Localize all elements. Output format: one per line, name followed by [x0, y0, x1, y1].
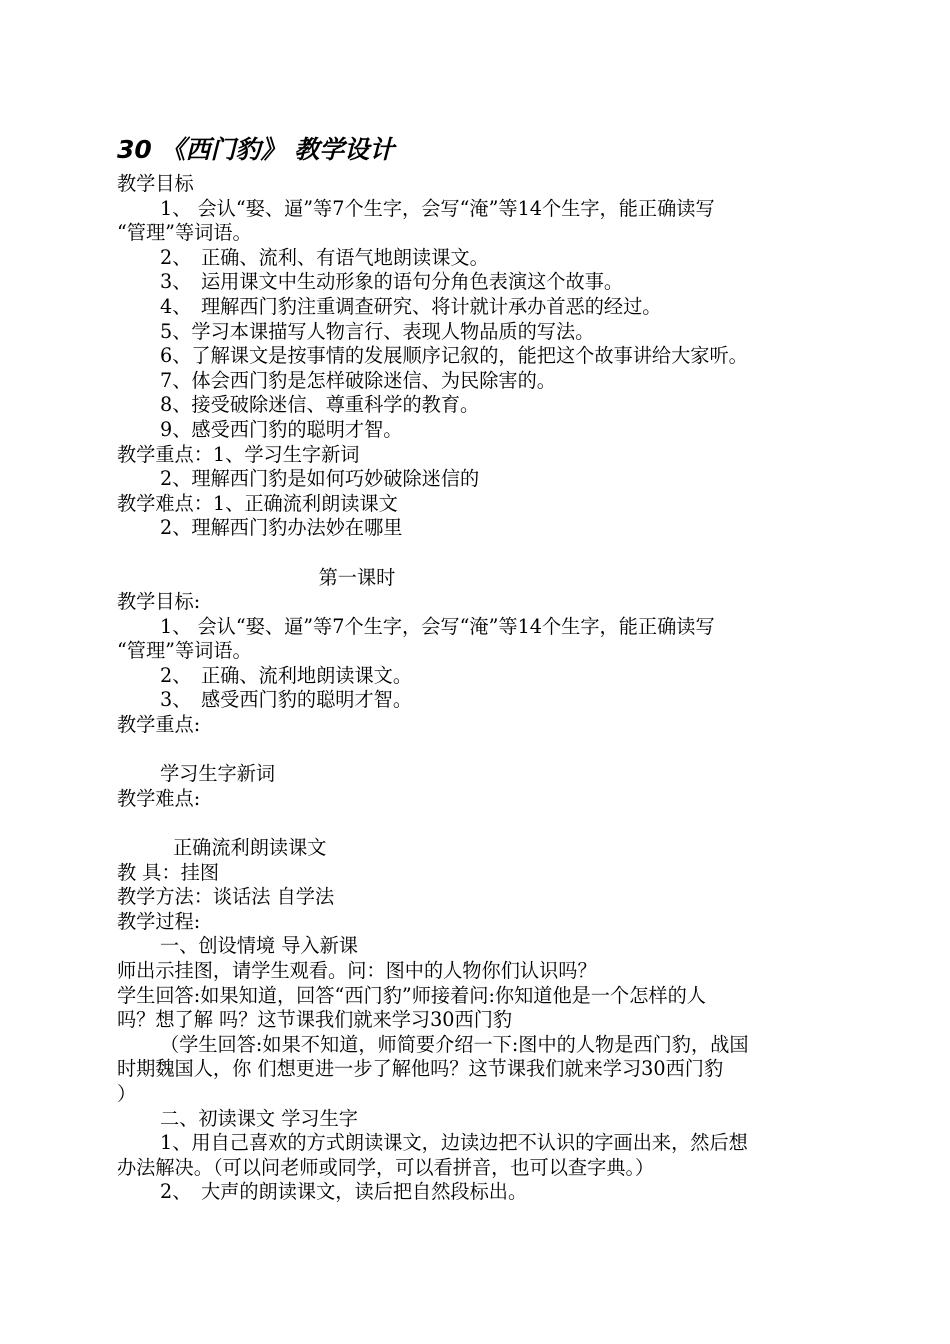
text-line: 二、初读课文 学习生字	[160, 1106, 358, 1130]
text-line: 教学重点:	[117, 713, 201, 737]
text-line: 3、 运用课文中生动形象的语句分角色表演这个故事。	[160, 270, 624, 294]
text-line: （学生回答:如果不知道，师简要介绍一下:图中的人物是西门豹，战国	[160, 1032, 749, 1056]
text-line: 6、了解课文是按事情的发展顺序记叙的，能把这个故事讲给大家听。	[160, 344, 748, 368]
text-line: 8、接受破除迷信、尊重科学的教育。	[160, 393, 480, 417]
text-line: 2、理解西门豹是如何巧妙破除迷信的	[160, 467, 480, 491]
text-line: 2、 正确、流利地朗读课文。	[160, 663, 413, 687]
document-title: 30 《西门豹》 教学设计	[117, 135, 395, 164]
blank-line	[117, 811, 837, 836]
blank-line	[117, 738, 837, 763]
text-line: 1、用自己喜欢的方式朗读课文，边读边把不认识的字画出来，然后想	[160, 1131, 748, 1155]
text-line: 3、 感受西门豹的聪明才智。	[160, 688, 413, 712]
text-line: 学习生字新词	[160, 762, 276, 786]
text-line: 2、 大声的朗读课文，读后把自然段标出。	[160, 1180, 528, 1204]
text-line: 2、 正确、流利、有语气地朗读课文。	[160, 245, 489, 269]
text-line: 1、 会认“娶、逼”等7个生字，会写“淹”等14个生字，能正确读写	[160, 196, 715, 220]
text-line: 教学目标	[117, 172, 194, 195]
document-page	[117, 128, 837, 1205]
text-line: “管理”等词语。	[117, 639, 252, 663]
text-line: 教学难点：1、正确流利朗读课文	[117, 491, 398, 515]
text-line: 学生回答:如果知道，回答“西门豹”师接着问:你知道他是一个怎样的人	[117, 983, 706, 1007]
text-line: 第一课时	[318, 565, 396, 589]
text-line: 教 具：挂图	[117, 860, 220, 884]
text-line: 2、理解西门豹办法妙在哪里	[160, 516, 403, 540]
document-body	[117, 172, 837, 1205]
text-line: ）	[117, 1081, 137, 1105]
text-line: 师出示挂图，请学生观看。问：图中的人物你们认识吗？	[117, 959, 597, 982]
text-line: 1、 会认“娶、逼”等7个生字，会写“淹”等14个生字，能正确读写	[160, 614, 715, 638]
text-line: 时期魏国人，你 们想更进一步了解他吗？这节课我们就来学习30西门豹	[117, 1057, 724, 1081]
text-line: 吗？想了解 吗？这节课我们就来学习30西门豹	[117, 1008, 513, 1032]
text-line: 7、体会西门豹是怎样破除迷信、为民除害的。	[160, 368, 556, 392]
text-line: “管理”等词语。	[117, 221, 252, 245]
text-line: 正确流利朗读课文	[173, 836, 327, 860]
text-line: 教学重点：1、学习生字新词	[117, 442, 360, 466]
text-line: 教学方法：谈话法 自学法	[117, 885, 335, 909]
text-line: 教学目标:	[117, 590, 201, 614]
text-line: 办法解决。（可以问老师或同学，可以看拼音，也可以查字典。）	[117, 1155, 655, 1179]
blank-line	[117, 541, 837, 566]
text-line: 9、感受西门豹的聪明才智。	[160, 417, 403, 441]
text-line: 教学过程:	[117, 909, 201, 933]
text-line: 4、 理解西门豹注重调查研究、将计就计承办首恶的经过。	[160, 294, 662, 318]
text-line: 教学难点:	[117, 786, 201, 810]
text-line: 一、创设情境 导入新课	[160, 934, 358, 958]
text-line: 5、学习本课描写人物言行、表现人物品质的写法。	[160, 319, 595, 343]
